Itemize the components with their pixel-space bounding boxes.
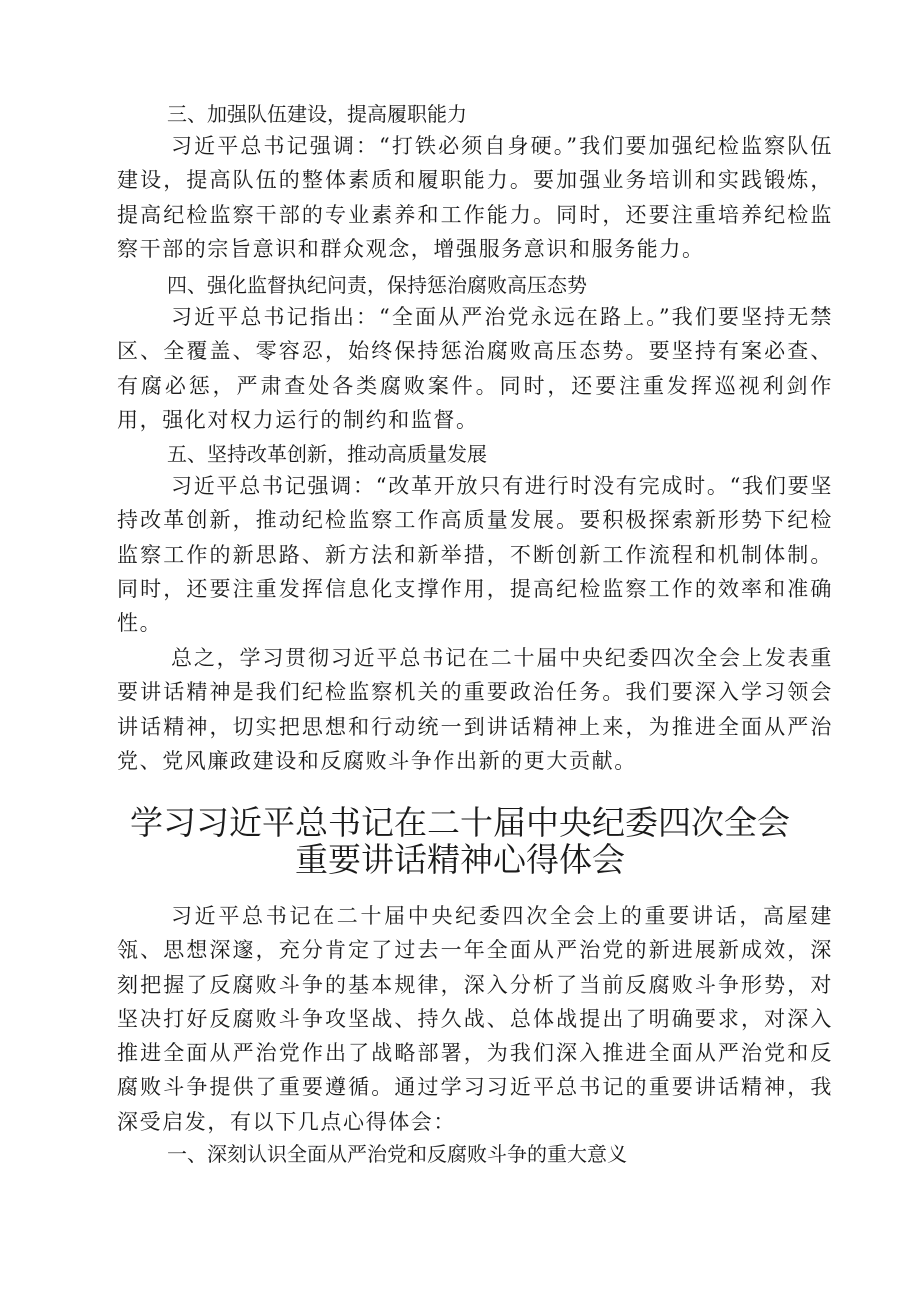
section-4-paragraph: 习近平总书记指出：“全面从严治党永远在路上。”我们要坚持无禁区、全覆盖、零容忍，始终保持惩治腐败高压态势。要坚持有案必查、有腐必惩，严肃查处各类腐败案件。同时，还要注重发挥巡视利剑作用，强化对权力运行的制约和监督。 <box>117 305 833 432</box>
article-section-1-heading: 一、深刻认识全面从严治党和反腐败斗争的重大意义 <box>167 1142 627 1166</box>
article-title-line-2: 重要讲话精神心得体会 <box>295 840 625 879</box>
section-4-heading: 四、强化监督执纪问责，保持惩治腐败高压态势 <box>167 273 587 297</box>
article-intro-paragraph: 习近平总书记在二十届中央纪委四次全会上的重要讲话，高屋建瓴、思想深邃，充分肯定了过去一年全面从严治党的新进展新成效，深刻把握了反腐败斗争的基本规律，深入分析了当前反腐败斗争形势，对坚决打好反腐败斗争攻坚战、持久战、总体战提出了明确要求，对深入推进全面从严治党作出了战略部署，为我们深入推进全面从严治党和反腐败斗争提供了重要遵循。通过学习习近平总书记的重要讲话精神，我深受启发，有以下几点心得体会： <box>117 904 833 1134</box>
section-5-paragraph: 习近平总书记强调：“改革开放只有进行时没有完成时。“我们要坚持改革创新，推动纪检监察工作高质量发展。要积极探索新形势下纪检监察工作的新思路、新方法和新举措，不断创新工作流程和机制体制。同时，还要注重发挥信息化支撑作用，提高纪检监察工作的效率和准确性。 <box>117 474 833 636</box>
conclusion-paragraph: 总之，学习贯彻习近平总书记在二十届中央纪委四次全会上发表重要讲话精神是我们纪检监察机关的重要政治任务。我们要深入学习领会讲话精神，切实把思想和行动统一到讲话精神上来，为推进全面从严治党、党风廉政建设和反腐败斗争作出新的更大贡献。 <box>117 646 833 773</box>
section-3-heading: 三、加强队伍建设，提高履职能力 <box>167 102 467 126</box>
section-3-paragraph: 习近平总书记强调：“打铁必须自身硬。”我们要加强纪检监察队伍建设，提高队伍的整体素质和履职能力。要加强业务培训和实践锻炼，提高纪检监察干部的专业素养和工作能力。同时，还要注重培养纪检监察干部的宗旨意识和群众观念，增强服务意识和服务能力。 <box>117 134 833 261</box>
article-title-line-1: 学习习近平总书记在二十届中央纪委四次全会 <box>130 803 790 842</box>
section-5-heading: 五、坚持改革创新，推动高质量发展 <box>167 442 487 466</box>
